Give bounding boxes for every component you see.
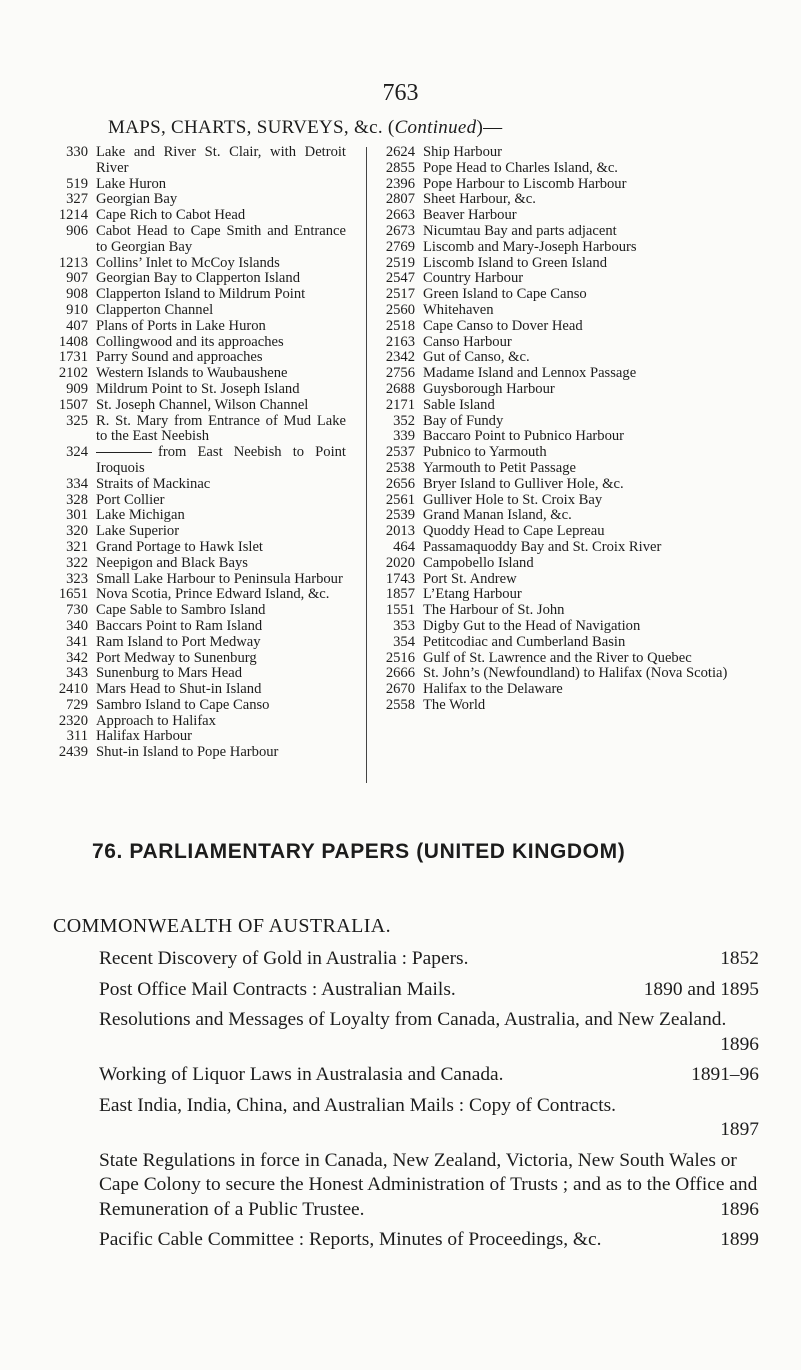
list-item [52,698,346,714]
chart-title: Gut of Canso, &c. [423,349,530,366]
chart-number: 2670 [385,681,415,698]
chart-number: 2539 [385,507,415,524]
list-item [52,619,346,635]
chart-number: 343 [66,665,88,682]
list-item [52,587,346,603]
chart-title: Country Harbour [423,270,524,287]
paper-title: Post Office Mail Contracts : Australian Mails. [99,978,456,1000]
chart-title: Small Lake Harbour to Peninsula Harbour [96,570,343,587]
list-item [373,635,757,651]
chart-title: Mars Head to Shut-in Island [96,681,262,698]
chart-title: Cape Canso to Dover Head [423,317,583,334]
chart-number: 2171 [385,396,415,413]
chart-number: 2547 [385,270,415,287]
chart-title: Lake and River St. Clair, with Detroit River [96,144,346,176]
heading-tail: )— [476,117,503,138]
paper-entry [99,1228,759,1253]
chart-number: 908 [66,286,88,303]
paper-entry [99,978,759,1003]
list-item [373,445,757,461]
list-item [373,366,757,382]
list-item [373,414,757,430]
list-item [52,572,346,588]
chart-number: 2769 [385,238,415,255]
chart-title: Collingwood and its approaches [96,333,284,350]
chart-title: Ram Island to Port Medway [96,633,261,650]
chart-number: 1214 [58,207,88,224]
chart-title: Guysborough Harbour [423,380,555,397]
chart-title: Clapperton Island to Mildrum Point [96,286,306,303]
list-item [373,177,757,193]
list-item [52,145,346,177]
list-item [52,524,346,540]
list-item [52,714,346,730]
paper-year: 1896 [720,1033,759,1055]
chart-title: Sambro Island to Cape Canso [96,696,270,713]
list-item [52,319,346,335]
chart-number: 907 [66,270,88,287]
list-item [373,698,757,714]
list-item [52,382,346,398]
list-item [52,177,346,193]
list-item [52,303,346,319]
list-item [373,572,757,588]
list-item [52,603,346,619]
chart-title: Grand Manan Island, &c. [423,507,572,524]
chart-number: 2558 [385,696,415,713]
chart-number: 2855 [385,159,415,176]
chart-number: 340 [66,617,88,634]
chart-number: 1857 [385,586,415,603]
chart-title: Sheet Harbour, &c. [423,191,536,208]
chart-title: Pubnico to Yarmouth [423,444,547,461]
chart-number: 352 [393,412,415,429]
list-item [52,729,346,745]
list-item [373,477,757,493]
list-item [52,540,346,556]
chart-number: 1213 [58,254,88,271]
paper-entry [99,1008,759,1057]
chart-title: Cape Sable to Sambro Island [96,602,266,619]
chart-title: Pope Head to Charles Island, &c. [423,159,618,176]
chart-title: Quoddy Head to Cape Lepreau [423,523,605,540]
chart-title: Campobello Island [423,554,534,571]
list-item [373,256,757,272]
chart-number: 910 [66,301,88,318]
chart-title: The World [423,696,486,713]
chart-title: Cape Rich to Cabot Head [96,207,246,224]
chart-title: Lake Michigan [96,507,185,524]
section-title: 76. PARLIAMENTARY PAPERS (UNITED KINGDOM) [92,840,626,863]
chart-number: 2410 [58,681,88,698]
paper-title: Working of Liquor Laws in Australasia and Canada. [99,1064,504,1085]
chart-number: 2518 [385,317,415,334]
paper-year: 1899 [720,1229,759,1250]
chart-title: Pope Harbour to Liscomb Harbour [423,175,627,192]
chart-title: Whitehaven [423,301,494,318]
list-item [52,651,346,667]
chart-title: Georgian Bay [96,191,178,208]
chart-number: 330 [66,144,88,160]
paper-year: 1891–96 [691,1064,759,1085]
chart-title: Halifax Harbour [96,728,193,745]
chart-number: 325 [66,412,88,429]
chart-number: 464 [393,538,415,555]
chart-title: Gulf of St. Lawrence and the River to Quebec [423,649,692,666]
chart-number: 2537 [385,444,415,461]
list-item [373,208,757,224]
list-item [52,398,346,414]
list-item [52,414,346,446]
chart-title: Nova Scotia, Prince Edward Island, &c. [96,586,330,603]
chart-title: Cabot Head to Cape Smith and Entrance to Georgian Bay [96,222,346,255]
chart-number: 327 [66,191,88,208]
list-item [52,445,346,477]
chart-title: Grand Portage to Hawk Islet [96,538,263,555]
list-item [373,398,757,414]
chart-number: 2560 [385,301,415,318]
list-item [52,556,346,572]
chart-title: St. John’s (Newfoundland) to Halifax (Nova Scotia) [423,665,728,682]
chart-number: 2756 [385,365,415,382]
list-item [373,240,757,256]
chart-title: Canso Harbour [423,333,512,350]
list-item [373,603,757,619]
list-item [373,461,757,477]
list-item [52,493,346,509]
chart-number: 2666 [385,665,415,682]
list-item [373,271,757,287]
list-item [373,556,757,572]
paper-year: 1890 and 1895 [643,978,759,1000]
paper-title: Recent Discovery of Gold in Australia : Papers. [99,948,469,969]
list-item [373,682,757,698]
list-item [52,224,346,256]
chart-number: 2396 [385,175,415,192]
chart-number: 354 [393,633,415,650]
list-item [373,350,757,366]
chart-title: Nicumtau Bay and parts adjacent [423,222,617,239]
chart-title: The Harbour of St. John [423,602,565,619]
list-item [52,208,346,224]
chart-title: Georgian Bay to Clapperton Island [96,270,300,287]
chart-number: 1743 [385,570,415,587]
list-item [373,493,757,509]
chart-title: Baccaro Point to Pubnico Harbour [423,428,625,445]
chart-number: 2342 [385,349,415,366]
chart-title: L’Etang Harbour [423,586,522,603]
chart-title: Digby Gut to the Head of Navigation [423,617,641,634]
chart-title: Gulliver Hole to St. Croix Bay [423,491,603,508]
list-item [373,224,757,240]
chart-title: Sunenburg to Mars Head [96,665,243,682]
chart-title: Green Island to Cape Canso [423,286,587,303]
column-divider [366,147,367,783]
list-item [52,745,346,761]
chart-number: 1551 [385,602,415,619]
chart-number: 2163 [385,333,415,350]
chart-number: 328 [66,491,88,508]
chart-number: 2663 [385,207,415,224]
chart-number: 334 [66,475,88,492]
list-item [373,287,757,303]
list-item [52,271,346,287]
list-item [373,303,757,319]
list-item [373,666,757,682]
chart-number: 2807 [385,191,415,208]
chart-number: 407 [66,317,88,334]
chart-title: Plans of Ports in Lake Huron [96,317,266,334]
chart-number: 2102 [58,365,88,382]
chart-title: Liscomb Island to Green Island [423,254,607,271]
chart-number: 2013 [385,523,415,540]
page-heading [108,117,502,139]
chart-number: 2320 [58,712,88,729]
chart-number: 2688 [385,380,415,397]
list-item [52,366,346,382]
chart-number: 2538 [385,459,415,476]
list-item [373,651,757,667]
chart-number: 321 [66,538,88,555]
chart-title: Bay of Fundy [423,412,504,429]
chart-title: R. St. Mary from Entrance of Mud Lake to the East Neebish [96,412,346,445]
paper-title: East India, India, China, and Australian Mails : Copy of Contracts. [99,1094,616,1116]
chart-title: Ship Harbour [423,144,503,160]
list-item [52,256,346,272]
list-item [373,619,757,635]
chart-number: 322 [66,554,88,571]
list-item [52,335,346,351]
chart-number: 2517 [385,286,415,303]
chart-number: 1651 [58,586,88,603]
list-item [52,635,346,651]
list-item [373,145,757,161]
heading-main: MAPS, CHARTS, SURVEYS, &c. ( [108,117,395,138]
chart-number: 1731 [58,349,88,366]
chart-title: Parry Sound and approaches [96,349,263,366]
chart-number: 729 [66,696,88,713]
chart-title: Western Islands to Waubaushene [96,365,288,382]
list-item [373,524,757,540]
paper-title: State Regulations in force in Canada, New Zealand, Victoria, New South Wales or Cape Colony to secure the Honest Administration of Trusts ; and as to the Office and Remuneration of a Public Trustee. [99,1149,758,1220]
chart-title: Port St. Andrew [423,570,517,587]
chart-title: Bryer Island to Gulliver Hole, &c. [423,475,624,492]
list-item [373,587,757,603]
chart-title: Madame Island and Lennox Passage [423,365,637,382]
chart-number: 342 [66,649,88,666]
chart-title: Yarmouth to Petit Passage [423,459,576,476]
chart-number: 320 [66,523,88,540]
paper-entry [99,1094,759,1143]
chart-number: 353 [393,617,415,634]
list-item [373,192,757,208]
chart-number: 2516 [385,649,415,666]
list-item [373,335,757,351]
chart-number: 2439 [58,744,88,761]
list-item [52,350,346,366]
list-item [52,287,346,303]
chart-number: 2656 [385,475,415,492]
chart-number: 909 [66,380,88,397]
right-column [373,145,757,714]
chart-title: Mildrum Point to St. Joseph Island [96,380,300,397]
left-column [52,145,346,761]
chart-number: 2624 [385,144,415,160]
paper-year: 1897 [720,1119,759,1140]
chart-title: Clapperton Channel [96,301,214,318]
chart-title: Liscomb and Mary-Joseph Harbours [423,238,637,255]
page-number: 763 [382,80,419,106]
list-item [52,508,346,524]
chart-title: Baccars Point to Ram Island [96,617,263,634]
chart-title: Port Medway to Sunenburg [96,649,257,666]
chart-number: 519 [66,175,88,192]
chart-title: Lake Superior [96,523,180,540]
chart-number: 341 [66,633,88,650]
list-item [52,192,346,208]
chart-number: 324 [66,444,88,461]
chart-title: Approach to Halifax [96,712,216,729]
ditto-dash [96,452,152,453]
list-item [52,666,346,682]
list-item [373,319,757,335]
chart-number: 1507 [58,396,88,413]
paper-title: Pacific Cable Committee : Reports, Minutes of Proceedings, &c. [99,1229,602,1250]
list-item [373,161,757,177]
paper-entry [99,947,759,972]
chart-title: Neepigon and Black Bays [96,554,248,571]
chart-number: 2673 [385,222,415,239]
chart-title: Beaver Harbour [423,207,517,224]
chart-title: Passamaquoddy Bay and St. Croix River [423,538,662,555]
list-item [52,477,346,493]
paper-year: 1852 [720,948,759,969]
chart-title: Halifax to the Delaware [423,681,563,698]
list-item [373,508,757,524]
paper-year: 1896 [720,1198,759,1220]
paper-entry [99,1063,759,1088]
list-item [52,682,346,698]
sub-heading: COMMONWEALTH OF AUSTRALIA. [53,915,392,937]
list-item [373,382,757,398]
chart-title: from East Neebish to Point Iroquois [96,444,346,476]
chart-title: Sable Island [423,396,495,413]
chart-title: Petitcodiac and Cumberland Basin [423,633,626,650]
chart-title: Straits of Mackinac [96,475,211,492]
chart-title: Port Collier [96,491,165,508]
chart-number: 906 [66,222,88,239]
list-item [373,429,757,445]
chart-number: 323 [66,570,88,587]
chart-number: 301 [66,507,88,524]
chart-title: St. Joseph Channel, Wilson Channel [96,396,309,413]
chart-number: 2519 [385,254,415,271]
chart-number: 2561 [385,491,415,508]
papers-list [99,947,759,1259]
chart-number: 730 [66,602,88,619]
chart-number: 311 [66,728,88,745]
chart-number: 2020 [385,554,415,571]
chart-number: 339 [393,428,415,445]
heading-italic: Continued [394,117,477,138]
list-item [373,540,757,556]
paper-title: Resolutions and Messages of Loyalty from Canada, Australia, and New Zealand. [99,1009,727,1030]
chart-number: 1408 [58,333,88,350]
chart-title: Lake Huron [96,175,167,192]
chart-title: Shut-in Island to Pope Harbour [96,744,279,761]
chart-title: Collins’ Inlet to McCoy Islands [96,254,280,271]
paper-entry [99,1149,759,1223]
